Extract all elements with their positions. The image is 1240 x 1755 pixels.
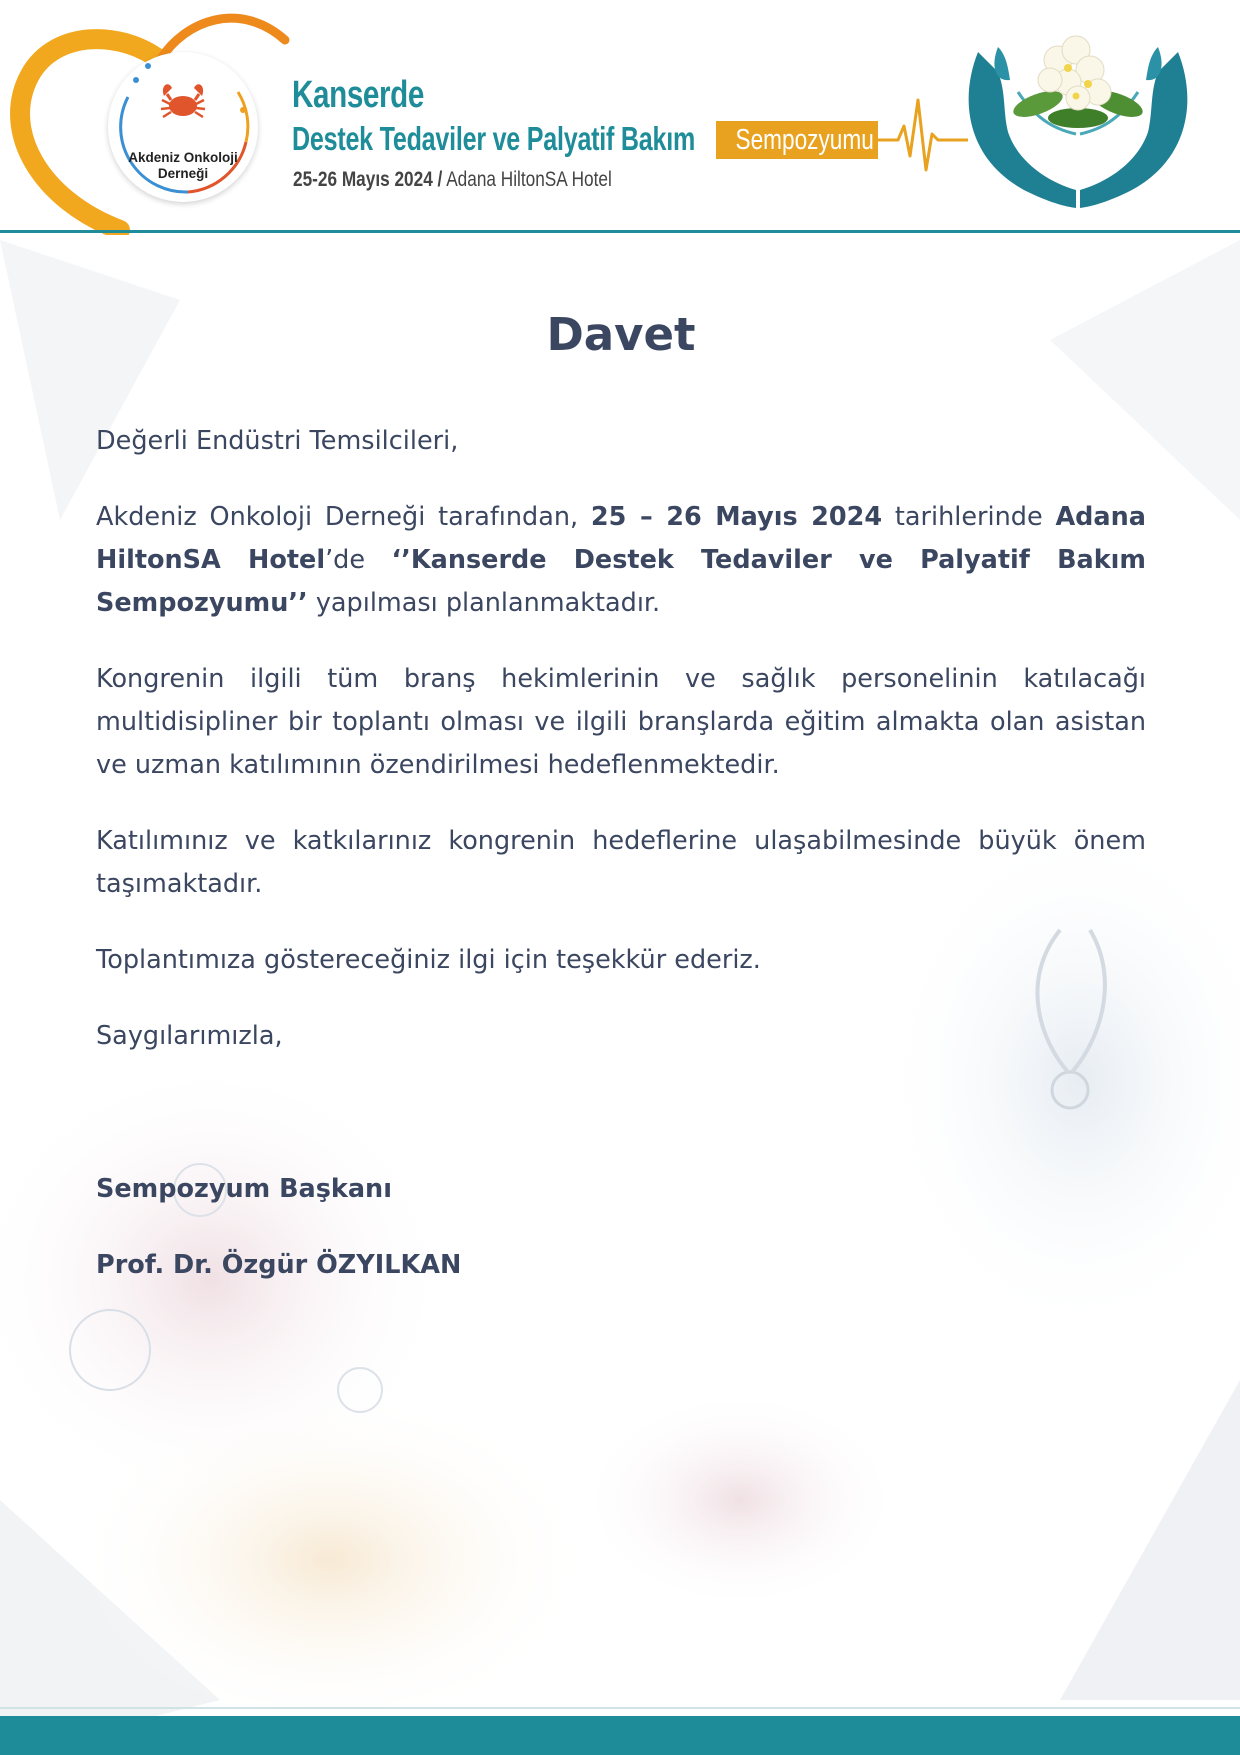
event-date-venue bbox=[293, 168, 612, 192]
footer-bar bbox=[0, 1716, 1240, 1755]
signer-name: Prof. Dr. Özgür ÖZYILKAN bbox=[96, 1250, 462, 1280]
signer-role: Sempozyum Başkanı bbox=[96, 1174, 392, 1204]
event-badge: Sempozyumu bbox=[716, 121, 878, 159]
event-title-line1: Kanserde bbox=[292, 74, 424, 116]
event-date-text: 25 – 26 Mayıs 2024 bbox=[590, 502, 883, 532]
event-venue: Adana HiltonSA Hotel bbox=[446, 168, 612, 191]
closing: Saygılarımızla, bbox=[96, 1021, 283, 1051]
footer-divider bbox=[0, 1707, 1240, 1709]
paragraph-intro: Akdeniz Onkoloji Derneği tarafından, 25 – 26 Mayıs 2024 tarihlerinde Adana HiltonSA Hotel’de ‘’Kanserde Destek Tedaviler ve Palyatif Bakım Sempozyumu’’ yapılması planlanmaktadır. bbox=[96, 502, 1146, 618]
event-header bbox=[0, 0, 1240, 235]
event-title-line2: Destek Tedaviler ve Palyatif Bakım bbox=[292, 120, 696, 157]
paragraph-importance: Katılımınız ve katkılarınız kongrenin hedeflerine ulaşabilmesinde büyük önem taşımaktadır. bbox=[96, 826, 1146, 899]
logo-text-line1: Akdeniz Onkoloji bbox=[128, 150, 238, 165]
logo-text-line2: Derneği bbox=[157, 166, 209, 181]
event-name-text: ‘’Kanserde Destek Tedaviler ve Palyatif Bakım Sempozyumu’’ bbox=[96, 545, 1146, 618]
heartbeat-icon bbox=[878, 96, 968, 176]
letter-body bbox=[96, 300, 1146, 1287]
paragraph-thanks: Toplantımıza göstereceğiniz ilgi için teşekkür ederiz. bbox=[96, 945, 761, 975]
header-divider bbox=[0, 230, 1240, 233]
crab-icon bbox=[158, 78, 208, 122]
venue-text: Adana HiltonSA Hotel bbox=[96, 502, 1146, 575]
paragraph-goals: Kongrenin ilgili tüm branş hekimlerinin ve sağlık personelinin katılacağı multidisipliner bir toplantı olması ve ilgili branşlarda eğitim almakta olan asistan ve uzman katılımının özendirilmesi hedeflenmektedir. bbox=[96, 664, 1146, 780]
salutation: Değerli Endüstri Temsilcileri, bbox=[96, 426, 459, 456]
letter-title: Davet bbox=[546, 308, 696, 361]
event-date: 25-26 Mayıs 2024 / bbox=[293, 168, 443, 191]
caring-hands-flower-icon bbox=[958, 22, 1198, 212]
association-logo bbox=[108, 52, 258, 202]
